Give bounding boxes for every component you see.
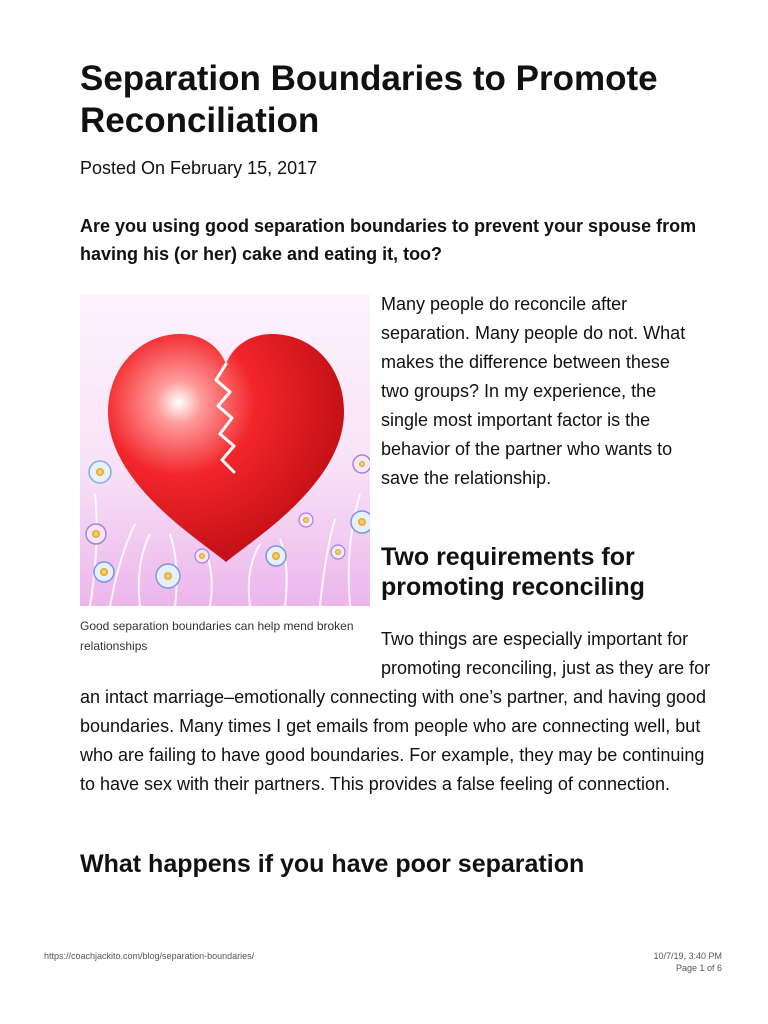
article-lede: Are you using good separation boundaries to prevent your spouse from having his (or her) cake and eating it, too? (80, 216, 697, 264)
requirements-text: Two things are especially important for promoting reconciling, just as they are for an intact marriage–emotionally connecting with one’s partner, and having good boundaries. Many times I get emails from people who are connecting well, but who are failing to have good boundaries. For example, they may be continuing to have sex with their partners. This provides a false feeling of connection. (80, 629, 711, 794)
footer-page-number: Page 1 of 6 (675, 963, 722, 973)
article-title: Separation Boundaries to Promote Reconciliation (80, 59, 658, 140)
footer-page-info (653, 950, 722, 974)
footer-datetime: 10/7/19, 3:40 PM (653, 951, 722, 961)
heading-poor-separation: What happens if you have poor separation (80, 850, 585, 878)
heading-requirements: Two requirements for promoting reconciling (381, 543, 645, 601)
figure-caption: Good separation boundaries can help mend broken relationships (80, 619, 354, 653)
footer-url: https://coachjackito.com/blog/separation-boundaries/ (44, 951, 255, 961)
intro-paragraph: Many people do reconcile after separation. Many people do not. What makes the difference between these two groups? In my experience, the single most important factor is the behavior of the partner who wants to save the relationship. (381, 294, 686, 488)
requirements-paragraph (80, 625, 720, 799)
broken-heart-figure (80, 294, 370, 656)
broken-heart-image (80, 294, 370, 606)
figure-wrap-spacer (80, 625, 381, 683)
post-date: Posted On February 15, 2017 (80, 158, 318, 178)
